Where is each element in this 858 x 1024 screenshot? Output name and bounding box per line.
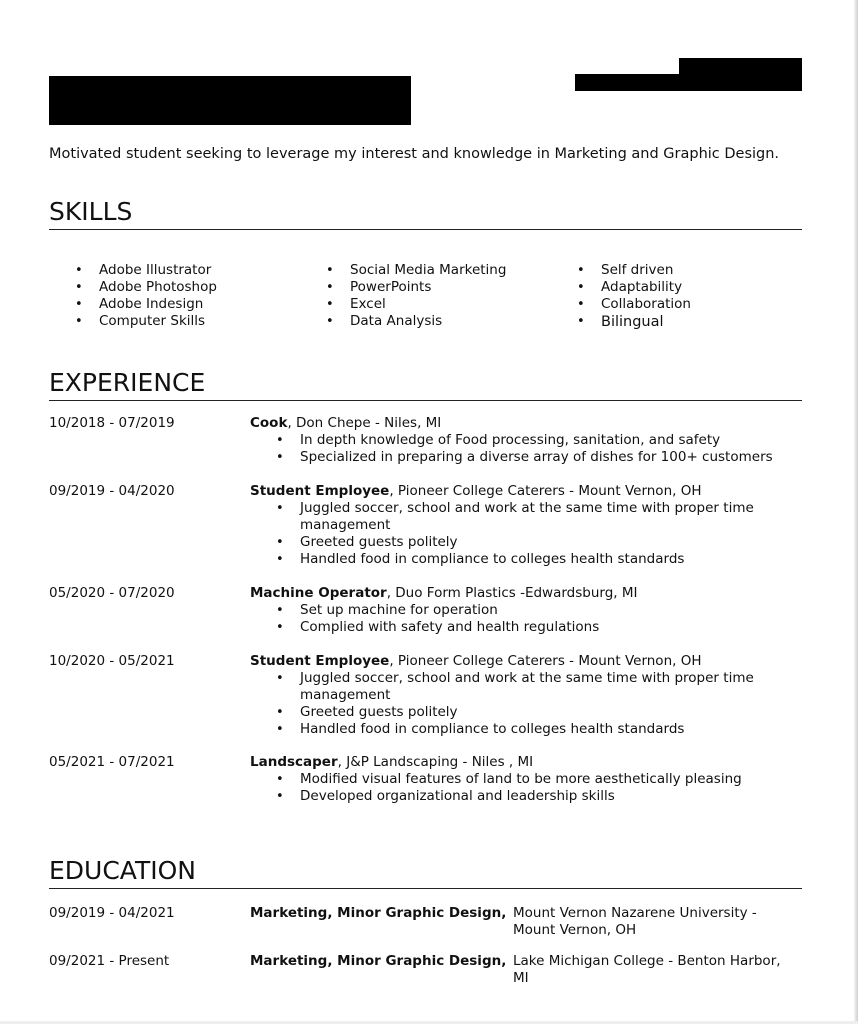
job-bullets	[300, 500, 800, 568]
job-bullets	[300, 670, 800, 738]
job-header	[250, 754, 810, 771]
skill-item: • Bilingual	[601, 313, 691, 331]
job-header	[250, 415, 810, 432]
job-role: Landscaper	[250, 754, 338, 770]
job-employer: , Pioneer College Caterers - Mount Vernon, OH	[389, 483, 702, 499]
skill-item: • Data Analysis	[350, 313, 506, 330]
education-dates: 09/2019 - 04/2021	[49, 905, 175, 921]
skills-column-2	[350, 262, 506, 330]
job-dates: 10/2020 - 05/2021	[49, 653, 175, 669]
skills-column-1	[99, 262, 217, 330]
education-degree: Marketing, Minor Graphic Design,	[250, 953, 507, 969]
job-bullet: • Set up machine for operation	[300, 602, 800, 619]
education-heading: EDUCATION	[49, 856, 802, 889]
experience-heading: EXPERIENCE	[49, 368, 802, 401]
job-employer: , J&P Landscaping - Niles , MI	[337, 754, 534, 770]
job-bullet: • Handled food in compliance to colleges health standards	[300, 721, 800, 738]
job-bullet: • In depth knowledge of Food processing, sanitation, and safety	[300, 432, 800, 449]
skills-column-3	[601, 262, 691, 331]
education-degree: Marketing, Minor Graphic Design,	[250, 905, 507, 921]
job-dates: 10/2018 - 07/2019	[49, 415, 175, 431]
objective-text: Motivated student seeking to leverage my interest and knowledge in Marketing and Graphic Design.	[49, 146, 780, 162]
job-bullets	[300, 432, 800, 466]
job-bullet: • Juggled soccer, school and work at the same time with proper time management	[300, 670, 800, 704]
skill-item: • Adobe Illustrator	[99, 262, 217, 279]
job-bullet: • Specialized in preparing a diverse array of dishes for 100+ customers	[300, 449, 800, 466]
job-employer: , Pioneer College Caterers - Mount Vernon, OH	[389, 653, 702, 669]
education-school: Lake Michigan College - Benton Harbor, MI	[513, 953, 781, 986]
skill-item: • Adaptability	[601, 279, 691, 296]
job-dates: 05/2020 - 07/2020	[49, 585, 175, 601]
skills-heading: SKILLS	[49, 197, 802, 230]
education-dates: 09/2021 - Present	[49, 953, 170, 969]
skill-item: • Collaboration	[601, 296, 691, 313]
job-employer: , Don Chepe - Niles, MI	[287, 415, 442, 431]
job-role: Student Employee	[250, 483, 390, 499]
job-bullets	[300, 771, 800, 805]
job-bullet: • Modified visual features of land to be more aesthetically pleasing	[300, 771, 800, 788]
job-bullet: • Handled food in compliance to colleges health standards	[300, 551, 800, 568]
job-bullet: • Greeted guests politely	[300, 704, 800, 721]
job-dates: 05/2021 - 07/2021	[49, 754, 175, 770]
job-role: Student Employee	[250, 653, 390, 669]
job-dates: 09/2019 - 04/2020	[49, 483, 175, 499]
skill-item: • Adobe Indesign	[99, 296, 217, 313]
job-bullet: • Developed organizational and leadership skills	[300, 788, 800, 805]
skill-item: • Self driven	[601, 262, 691, 279]
education-school: Mount Vernon Nazarene University - Mount Vernon, OH	[513, 905, 757, 938]
skill-item: • Excel	[350, 296, 506, 313]
job-bullets	[300, 602, 800, 636]
page-edge-shadow	[854, 0, 858, 1024]
job-header	[250, 653, 810, 670]
job-bullet: • Greeted guests politely	[300, 534, 800, 551]
job-bullet: • Juggled soccer, school and work at the same time with proper time management	[300, 500, 800, 534]
skill-item: • Computer Skills	[99, 313, 217, 330]
name-redaction	[49, 76, 411, 125]
job-role: Cook	[250, 415, 288, 431]
skill-item: • PowerPoints	[350, 279, 506, 296]
skill-item: • Adobe Photoshop	[99, 279, 217, 296]
skill-item: • Social Media Marketing	[350, 262, 506, 279]
job-header	[250, 483, 810, 500]
job-bullet: • Complied with safety and health regulations	[300, 619, 800, 636]
job-role: Machine Operator	[250, 585, 387, 601]
contact-redaction-bottom	[575, 74, 802, 91]
job-header	[250, 585, 810, 602]
job-employer: , Duo Form Plastics -Edwardsburg, MI	[386, 585, 638, 601]
